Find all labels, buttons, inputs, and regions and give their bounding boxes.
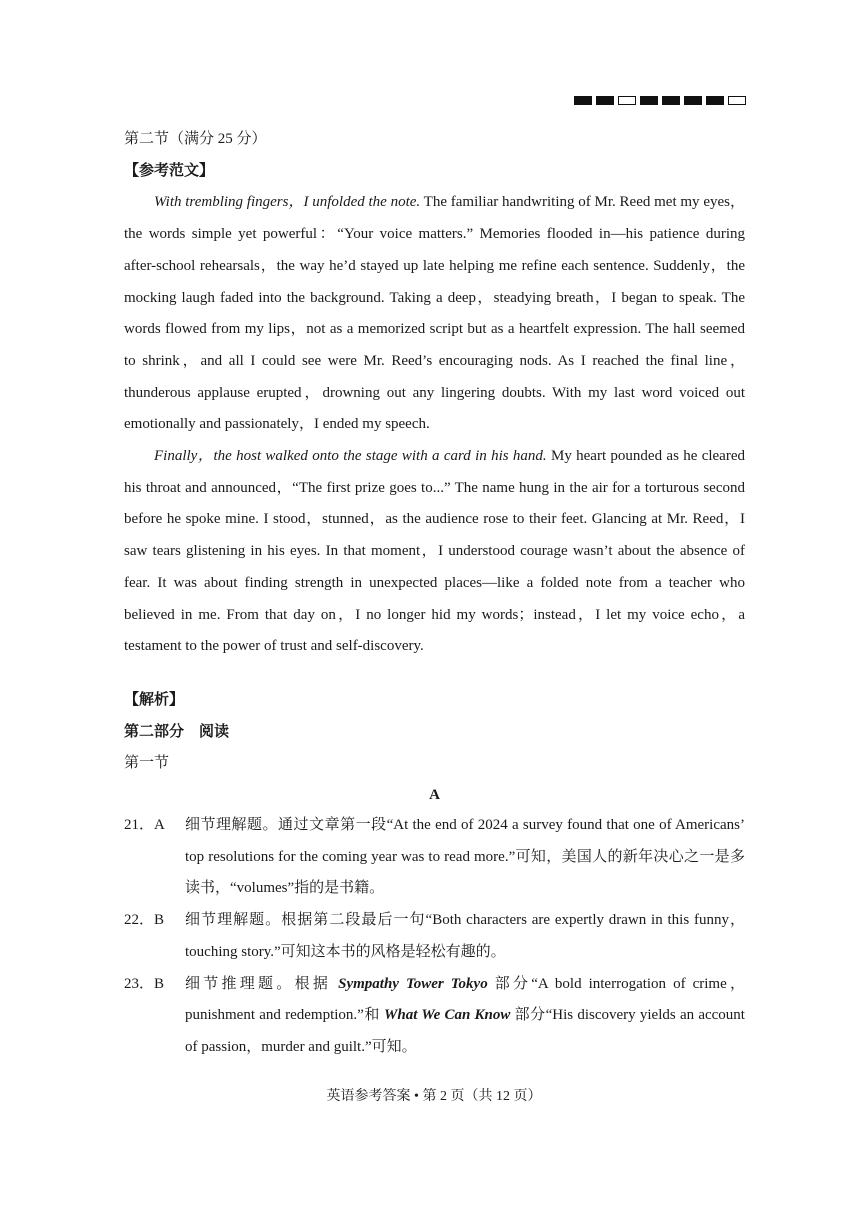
section-title: 第二节（满分 25 分） [124, 131, 267, 147]
book-title: Sympathy Tower Tokyo [338, 975, 488, 992]
answer-item-23 [124, 969, 745, 1064]
analysis-label: 【解析】 [124, 691, 185, 708]
header-marks [574, 96, 746, 105]
answer-item-22 [124, 905, 745, 968]
page-footer: 英语参考答案 • 第 2 页（共 12 页） [326, 1089, 542, 1104]
explanation-text: 部分“His discovery yields an account of passion，murder and guilt.”可知。 [185, 1007, 745, 1055]
explanation-text: 细节推理题。根据 [185, 975, 339, 992]
answer-explanation: 细节理解题。通过文章第一段“At the end of 2024 a survey found that one of Americans’ top resolutions for the coming year was to read more.”可知，美国人的新年决心之一是多读书，“volumes”指的是书籍。 [185, 817, 745, 897]
answer-item-21 [124, 810, 745, 905]
answer-explanation: 细节理解题。根据第二段最后一句“Both characters are expertly drawn in this funny，touching story.”可知这本书的风格是轻松有趣的。 [185, 912, 745, 960]
page-content [124, 124, 745, 1064]
filled-block-mark [640, 96, 658, 105]
essay-paragraph-1 [124, 187, 745, 441]
answer-explanation [185, 969, 745, 1064]
filled-block-mark [662, 96, 680, 105]
essay-paragraph-2-lead: Finally，the host walked onto the stage with a card in his hand. [154, 448, 547, 465]
essay-paragraph-2-body: My heart pounded as he cleared his throat and announced，“The first prize goes to...” The name hung in the air for a torturous second before he spoke mine. I stood，stunned，as the audience rose to their feet. Glancing at Mr. Reed，I saw tears glistening in his eyes. In that moment，I understood courage wasn’t about the absence of fear. It was about finding strength in unexpected places—like a folded note from a teacher who believed in me. From that day on，I no longer hid my words；instead，I let my voice echo，a testament to the power of trust and self-discovery. [124, 448, 745, 655]
answer-number: 23．B [124, 975, 165, 992]
section-heading: 第一节 [124, 755, 170, 772]
filled-block-mark [574, 96, 592, 105]
book-title: What We Can Know [384, 1007, 511, 1024]
empty-block-mark [618, 96, 636, 105]
explanation-text: 部分“A bold interrogation of crime，punishment and redemption.”和 [185, 975, 745, 1024]
essay-paragraph-1-body: The familiar handwriting of Mr. Reed met my eyes，the words simple yet powerful：“Your voice matters.” Memories flooded in—his patience during after-school rehearsals，the way he’d stayed up late helping me refine each sentence. Suddenly，the mocking laugh faded into the background. Taking a deep，steadying breath，I began to speak. The words flowed from my lips，not as a memorized script but as a heartfelt expression. The hall seemed to shrink，and all I could see were Mr. Reed’s encouraging nods. As I reached the final line，thunderous applause erupted，drowning out any lingering doubts. With my last word voiced out emotionally and passionately，I ended my speech. [124, 194, 745, 433]
essay-paragraph-2 [124, 441, 745, 663]
part-heading: 第二部分 阅读 [124, 723, 230, 740]
filled-block-mark [596, 96, 614, 105]
empty-block-mark [728, 96, 746, 105]
answer-number: 22．B [124, 912, 165, 929]
sample-essay-label: 【参考范文】 [124, 162, 215, 179]
filled-block-mark [684, 96, 702, 105]
essay-paragraph-1-lead: With trembling fingers，I unfolded the note. [154, 194, 421, 211]
passage-label: A [429, 787, 440, 804]
answer-number: 21．A [124, 817, 165, 834]
filled-block-mark [706, 96, 724, 105]
